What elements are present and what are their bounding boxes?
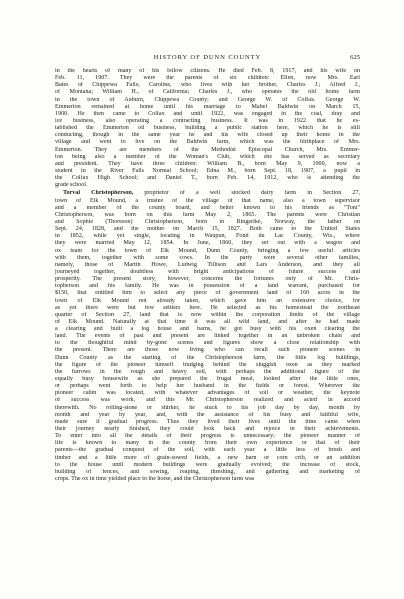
text-line — [55, 161, 360, 168]
line-text: their journey nearly finished, they could look back and rejoice in their achievements. — [55, 426, 360, 433]
text-line — [55, 118, 360, 125]
line-text: Christopherson, was born on this farm May 2, 1865. The parents were Christian — [55, 211, 360, 218]
page-number: 625 — [350, 54, 360, 61]
text-line — [55, 319, 360, 326]
text-line — [55, 476, 360, 483]
text-line — [55, 75, 360, 82]
text-line — [55, 333, 360, 340]
text-line — [55, 326, 360, 333]
text-line — [55, 262, 360, 269]
line-text: of success was work, and this Mr. Christopherson realized and acted in accord — [55, 397, 360, 404]
line-text: conducting, though in the same year he and his wife closed up their home in the — [55, 132, 360, 139]
text-line — [55, 125, 360, 132]
line-text: in the town of Auburn, Chippewa County; and George W. of Colfax. George W. — [55, 96, 360, 103]
line-text: ice business, also operating a contracting business. It was in 1922 that he es- — [55, 117, 360, 124]
text-line — [55, 111, 360, 118]
text-line — [55, 269, 360, 276]
line-text: to the house until modern buildings were gradually evolved; the increase of stock, — [55, 461, 360, 468]
text-line — [55, 82, 360, 89]
line-text: town of Elk Mound, a trustee of the village of that name, also a town supervisor — [55, 197, 360, 204]
text-line — [55, 240, 360, 247]
line-text: pioneer cabin was located, with whatever advantages of soil or weather, the keynote — [55, 390, 360, 397]
text-line — [55, 355, 360, 362]
line-text: to the thoughtful mind by-gone scenes and figures show a close relationship with — [55, 340, 360, 347]
text-line — [55, 182, 360, 189]
line-text: or perhaps went forth to help her husband in the fields or forest. Wherever the — [55, 383, 360, 390]
line-text: a clearing and built a log house and barns, he got busy with his oxen clearing the — [55, 326, 360, 333]
text-line — [55, 412, 360, 419]
text-line — [55, 168, 360, 175]
text-line — [55, 147, 360, 154]
line-text: quarter of Section 27, land that is now within the corporation limits of the village — [55, 311, 360, 318]
text-line — [55, 362, 360, 369]
line-text: month and year by year, and, with the assistance of his busy and faithful wife, — [55, 411, 360, 418]
line-text: the furrows in the rough and heavy soil, with perhaps the additional figure of the — [55, 368, 360, 375]
line-text: grade school. — [55, 182, 88, 189]
text-line — [55, 255, 360, 262]
line-text: the figure of the pioneer himself trudging behind the sluggish oxen as they marked — [55, 361, 360, 368]
text-line — [55, 132, 360, 139]
line-text: life is known to many in the county from their own experience or that of their — [55, 440, 360, 447]
line-text: and president. They have three children: William B., born May 9, 1900, now a — [55, 160, 360, 167]
text-line — [55, 97, 360, 104]
text-line — [55, 198, 360, 205]
text-line — [55, 433, 360, 440]
line-text: equally busy housewife as she prepared the frugal meal, looked after the little ones, — [55, 376, 360, 383]
text-line — [55, 212, 360, 219]
text-line — [55, 154, 360, 161]
text-line — [55, 205, 360, 212]
text-line — [55, 68, 360, 75]
line-text: Sept. 24, 1828, and the mother on March 15, 1827. Both came to the United States — [55, 226, 360, 233]
text-line — [55, 376, 360, 383]
line-text: and a member of the county board, and better known to his friends as "Tom" — [55, 204, 360, 211]
text-line — [55, 104, 360, 111]
line-text: in the hearts of many of his fellow citizens. He died Feb. 8, 1917, and his wife on — [55, 68, 360, 74]
line-text: of Montana; William H., of California; Charles J., who operates the old home farm — [55, 89, 360, 96]
text-line — [55, 383, 360, 390]
line-text: Feb. 11, 1907. They were the parents of six children: Ellen, now Mrs. Earl — [55, 75, 360, 82]
body-text — [55, 68, 360, 483]
text-line — [55, 219, 360, 226]
text-line — [55, 369, 360, 376]
text-line — [55, 397, 360, 404]
line-text: town of Elk Mound not already taken, which gave him an extensive choice, for — [55, 297, 360, 304]
text-line — [55, 455, 360, 462]
text-line — [55, 426, 360, 433]
line-text: parents—the gradual conquest of the soil, with each year a little less of brush and — [55, 447, 360, 454]
line-text: To enter into all the details of their progress is unnecessary; the pioneer manner of — [55, 433, 360, 440]
line-text: Emmerton remained at home until his marriage to Mabel Baldwin on March 15, — [55, 103, 360, 110]
line-text: ox team for the town of Elk Mound, Dunn County, bringing a few useful articles — [55, 247, 360, 254]
paragraph — [55, 190, 360, 483]
line-text: proprietor of a well stocked dairy farm in Section 27, — [133, 190, 360, 197]
text-line — [55, 283, 360, 290]
text-line — [55, 233, 360, 240]
line-text: ton being also a member of the Woman's Club, which she has served as secretary — [55, 153, 360, 160]
line-text: journeyed together, doubtless with bright anticipations of future success and — [55, 268, 360, 275]
line-text: crops. The ox in time yielded place to the horse, and the Christopherson farm was — [55, 476, 255, 483]
text-line — [55, 419, 360, 426]
text-line — [55, 290, 360, 297]
text-line — [55, 405, 360, 412]
line-text: Emmerton. They are members of the Methodist Episcopal Church, Mrs. Emmer- — [55, 146, 360, 153]
text-line — [55, 305, 360, 312]
line-text: Bates of Chippewa Falls; Caroline, who lives with her brother, Charles J.; Alfred J., — [55, 82, 360, 89]
text-line — [55, 347, 360, 354]
text-line — [55, 462, 360, 469]
text-line — [55, 390, 360, 397]
line-text: as yet there were but few settlers here. He selected as his homestead the northeast — [55, 304, 360, 311]
text-line — [55, 440, 360, 447]
text-line — [55, 298, 360, 305]
line-text: therewith. No rolling-stone or shirker, he stuck to his job day by day, month by — [55, 404, 360, 411]
text-line — [55, 139, 360, 146]
text-line — [55, 469, 360, 476]
text-line — [55, 190, 360, 197]
text-line — [55, 447, 360, 454]
text-line — [55, 276, 360, 283]
text-line — [55, 226, 360, 233]
line-text: student in the River Falls Normal School; Edna M., born Sept. 18, 1907, a pupil in — [55, 167, 360, 174]
text-line — [55, 89, 360, 96]
line-text: building of fences, and sowing, reaping, threshing, and gathering and marketing of — [55, 468, 360, 475]
page-header — [55, 53, 360, 63]
line-text: in 1852, while yet single, locating in Waupun, Fond du Lac County, Wis., where — [55, 233, 360, 240]
text-line — [55, 340, 360, 347]
line-text: they were married May 12, 1854. In June, 1860, they set out with a wagon and — [55, 240, 360, 247]
text-line — [55, 312, 360, 319]
line-text: timber and a little more of grain-sowed fields, a new barn or corn crib, or an addition — [55, 454, 360, 461]
line-text: and Sophie (Thoreson) Christopherson, born in Ringerike, Norway, the father on — [55, 218, 360, 225]
line-text: land. The events of past and present are linked together in an unbroken chain and — [55, 333, 360, 340]
line-text: made sure if gradual progress. Thus they lived their lives until the time came when — [55, 418, 360, 425]
paragraph — [55, 68, 360, 189]
line-text: topherson and his family. He was in possession of a land warrant, purchased for — [55, 283, 360, 290]
line-text: with them, together with some cows. In the party were several other families, — [55, 254, 360, 261]
line-text: 1900. He then came to Colfax and until 1922, was engaged in the coal, dray and — [55, 110, 360, 117]
line-text: the present. There are those now living who can recall such pioneer scenes in — [55, 347, 360, 354]
line-text: $150, that entitled him to select any piece of government land of 160 acres in the — [55, 290, 360, 297]
line-text: the Colfax High School; and Daniel T., born Feb. 14, 1912, who is attending the — [55, 175, 360, 182]
line-text: namely, those of Martin Howe, Ludwig Tillison and Lars Anderson, and they all — [55, 261, 360, 268]
text-line — [55, 248, 360, 255]
line-text: tablished the Emmerton oil business, building a public station here, which he is still — [55, 125, 360, 132]
line-text: of Elk Mound. Naturally at that time it was all wild land, and after he had made — [55, 318, 360, 325]
running-head: HISTORY OF DUNN COUNTY — [153, 54, 262, 61]
line-text: prosperity. The present story, however, concerns the fortunes only of Mr. Chris- — [55, 276, 360, 283]
line-text: village and went to live on the Baldwin farm, which was the birthplace of Mrs. — [55, 139, 360, 146]
subject-name: Torval Christopherson, — [63, 190, 134, 197]
line-text: Dunn County as the starting of the Christopherson farm, the little log buildings, — [55, 354, 360, 361]
text-line — [55, 175, 360, 182]
